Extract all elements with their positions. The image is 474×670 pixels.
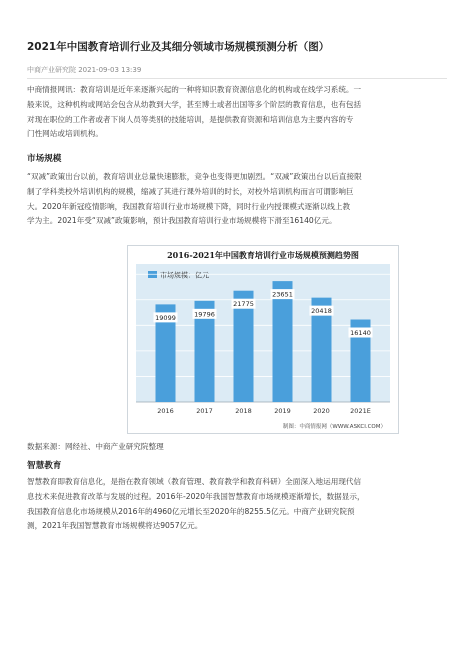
smart-education-paragraph [27, 475, 447, 534]
chart-bar [273, 281, 293, 402]
smart-line: 息技术来促进教育改革与发展的过程。2016年-2020年我国智慧教育市场规模逐渐增长，数据显示， [27, 491, 365, 501]
intro-line: 门性网站或培训机构。 [27, 129, 103, 139]
market-size-chart [127, 245, 399, 434]
article-title: 2021年中国教育培训行业及其细分领域市场规模预测分析（图） [27, 41, 330, 53]
data-label: 20418 [311, 307, 332, 316]
section-heading-smart-education: 智慧教育 [27, 461, 62, 471]
tick-label: 2019 [274, 407, 291, 415]
data-label: 16140 [350, 329, 371, 338]
market-line: 大。2020年新冠疫情影响，我国教育培训行业市场规模下降，同时行业内授课模式逐渐以线上教 [27, 201, 351, 211]
legend-label: 市场规模：亿元 [160, 271, 209, 280]
market-line: 学为主。2021年受“双减”政策影响，预计我国教育培训行业市场规模将下滑至16140亿元。 [27, 216, 337, 226]
data-label: 19796 [194, 310, 215, 319]
chart-credit: 制图：中商情报网（WWW.ASKCI.COM） [282, 424, 386, 430]
tick-label: 2016 [157, 407, 174, 415]
chart-title: 2016-2021年中国教育培训行业市场规模预测趋势图 [167, 250, 359, 260]
intro-line: 般来说，这种机构或网站会包含从幼教到大学，甚至博士或者出国等多个阶层的教育信息，也有包括 [27, 99, 362, 109]
smart-line: 测，2021年我国智慧教育市场规模将达9057亿元。 [27, 521, 203, 531]
article-meta: 中商产业研究院 2021-09-03 13:39 [27, 66, 142, 74]
source-note: 数据来源：网经社、中商产业研究院整理 [27, 442, 164, 451]
tick-label: 2017 [196, 407, 213, 415]
smart-line: 我国教育信息化市场规模从2016年的4960亿元增长至2020年的8255.5亿元。中商产业研究院预 [27, 506, 355, 516]
market-line: 制了学科类校外培训机构的规模，缩减了其进行课外培训的时长，对校外培训机构而言可谓影响巨 [27, 186, 354, 196]
data-label: 21775 [233, 300, 254, 309]
title-divider [27, 78, 447, 79]
market-line: “双减”政策出台以前，教育培训业总量快速膨胀，竞争也变得更加剧烈。“双减”政策出台以后直接限 [27, 172, 362, 181]
tick-label: 2020 [313, 407, 330, 415]
chart-canvas [128, 246, 398, 433]
intro-line: 中商情报网讯：教育培训是近年来逐渐兴起的一种将知识教育资源信息化的机构或在线学习系统。一 [27, 85, 362, 94]
market-size-paragraph [27, 170, 447, 229]
tick-label: 2021E [350, 407, 371, 415]
section-heading-market-size: 市场规模 [27, 154, 62, 164]
data-label: 23651 [272, 290, 293, 299]
data-label: 19099 [155, 313, 176, 322]
intro-paragraph [27, 83, 447, 142]
tick-label: 2018 [235, 407, 252, 415]
intro-line: 对现在职位的工作者或者下岗人员等类别的技能培训，是提供教育资源和培训信息为主要内容的专 [27, 114, 354, 124]
smart-line: 智慧教育即教育信息化，是指在教育领域（教育管理、教育教学和教育科研）全面深入地运用现代信 [27, 477, 362, 486]
